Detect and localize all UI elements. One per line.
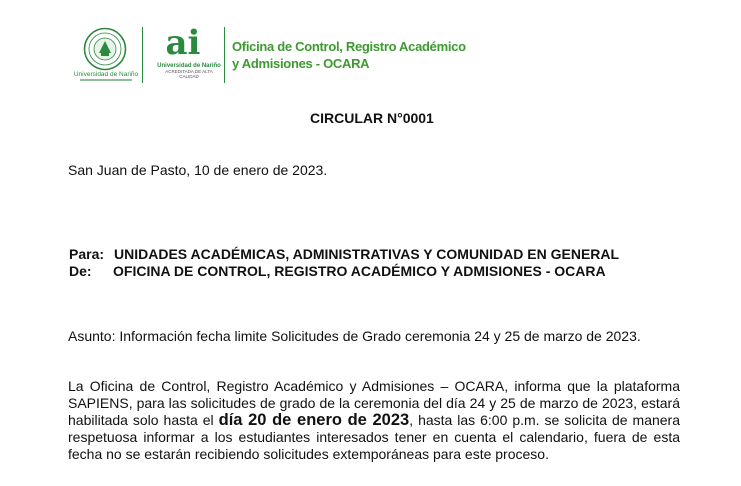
de-value: OFICINA DE CONTROL, REGISTRO ACADÉMICO Y ADMISIONES - OCARA xyxy=(113,263,606,279)
ai-brand-logo xyxy=(163,24,203,60)
office-name-line2: y Admisiones - OCARA xyxy=(232,56,370,71)
university-name: Universidad de Nariño xyxy=(73,71,139,78)
date-line: San Juan de Pasto, 10 de enero de 2023. xyxy=(68,162,328,178)
body-text-part1: La Oficina de Control, Registro Académico y Admisiones – OCARA, informa que la plataforma SAPIENS, para las solicitudes de grado de la ceremonia del día 24 y 25 de marzo de 2023, estará habilitada solo hasta el xyxy=(68,378,680,428)
ai-accreditation: ACREDITADA DE ALTA CALIDAD xyxy=(165,69,213,79)
header-divider-2 xyxy=(224,27,225,83)
office-name-line1: Oficina de Control, Registro Académico xyxy=(232,39,466,54)
para-value: UNIDADES ACADÉMICAS, ADMINISTRATIVAS Y COMUNIDAD EN GENERAL xyxy=(114,246,620,262)
para-label: Para: xyxy=(69,246,105,262)
university-name-underline xyxy=(80,79,132,81)
university-seal-logo xyxy=(83,27,127,71)
body-deadline-highlight: día 20 de enero de 2023 xyxy=(218,411,410,429)
office-name xyxy=(232,38,466,72)
para-row xyxy=(69,246,619,262)
de-row xyxy=(69,263,606,279)
subject-line: Asunto: Información fecha limite Solicitudes de Grado ceremonia 24 y 25 de marzo de 2023. xyxy=(68,328,641,344)
body-paragraph xyxy=(68,378,680,463)
ai-logo-caption xyxy=(156,63,222,79)
de-label: De: xyxy=(69,263,92,279)
ai-university-name: Universidad de Nariño xyxy=(157,63,221,69)
body-text-part2: , hasta las 6:00 p.m. se solicita de manera respetuosa informar a los estudiantes interesados tener en cuenta el calendario, fuera de esta fecha no se estarán recibiendo solicitudes extemporáneas para este proceso. xyxy=(68,412,681,462)
header-divider xyxy=(142,27,143,83)
circular-title: CIRCULAR N°0001 xyxy=(310,110,434,126)
svg-text:ai: ai xyxy=(165,24,201,60)
